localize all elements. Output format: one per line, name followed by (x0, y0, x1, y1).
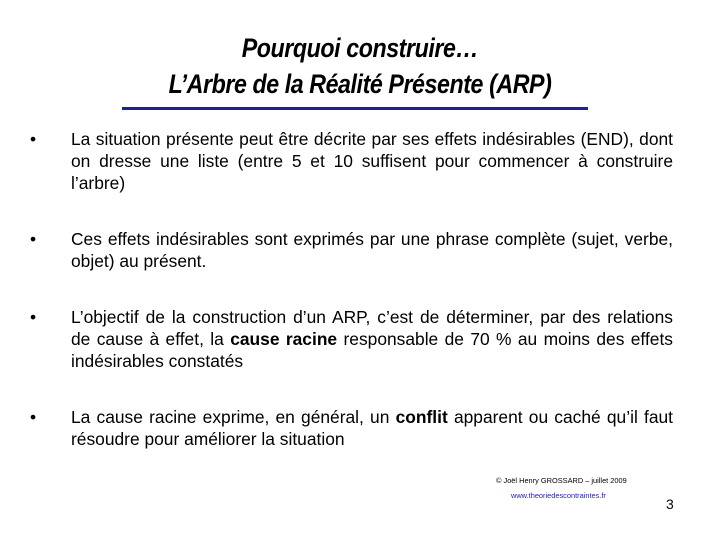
bullet-icon: • (30, 307, 37, 327)
bullet-text-end: responsable de 70 % au moins des effets indésirables constatés (71, 329, 673, 371)
bullet-text: Ces effets indésirables sont exprimés par une phrase complète (sujet, verbe, objet) au présent. (71, 229, 673, 271)
title-line-1: Pourquoi construire… (241, 33, 479, 63)
bullet-text-end: apparent ou caché qu’il faut résoudre pour améliorer la situation (71, 407, 674, 449)
bullet-icon: • (30, 229, 37, 249)
bullet-bold-term: cause racine (230, 329, 338, 349)
slide-title (136, 30, 583, 102)
page-number: 3 (666, 496, 674, 512)
bullet-bold-term: conflit (395, 407, 448, 427)
bullet-icon: • (30, 129, 37, 149)
bullet-text-start: La cause racine exprime, en général, un (71, 407, 396, 427)
bullet-item (30, 128, 673, 194)
footer-author: © Joël Henry GROSSARD – juillet 2009 (496, 476, 627, 485)
footer-url-link[interactable]: www.theoriedescontraintes.fr (511, 491, 606, 500)
bullet-list (30, 128, 673, 450)
bullet-icon: • (30, 407, 37, 427)
bullet-text-start: L’objectif de la construction d’un ARP, c’est de déterminer, par des relations de cause à effet, la (71, 307, 673, 349)
bullet-item (30, 228, 673, 272)
title-underline (122, 107, 588, 110)
bullet-text: La situation présente peut être décrite par ses effets indésirables (END), dont on dresse une liste (entre 5 et 10 suffisent pour commencer à construire l’arbre) (71, 129, 673, 193)
title-line-2: L’Arbre de la Réalité Présente (ARP) (168, 69, 552, 99)
bullet-item (30, 306, 673, 372)
bullet-item (30, 406, 673, 450)
